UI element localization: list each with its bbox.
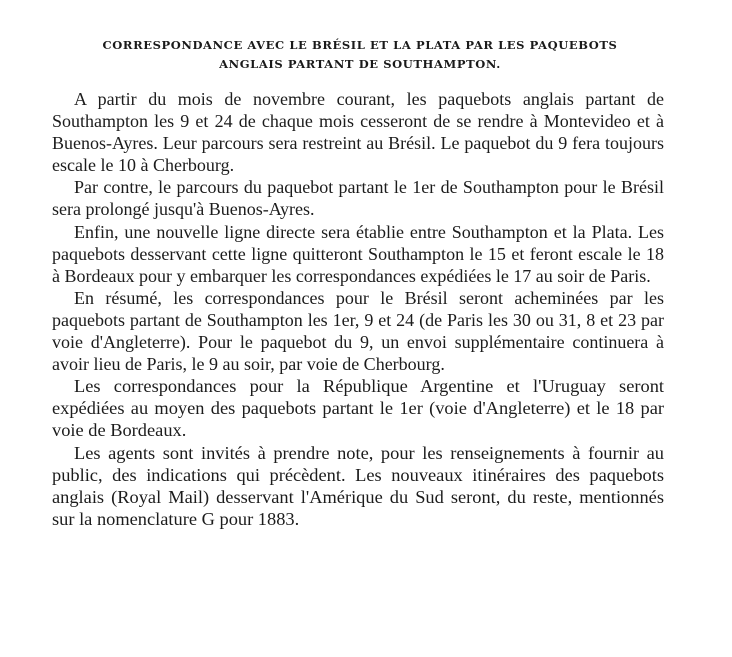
heading-line-1: CORRESPONDANCE AVEC LE BRÉSIL ET LA PLATA PAR LES PAQUEBOTS — [102, 38, 618, 52]
paragraph-3: Enfin, une nouvelle ligne directe sera établie entre Southampton et la Plata. Les paquebots desservant cette ligne quitteront Southampton le 15 et feront escale le 18 à Bordeaux pour y embarquer les correspondances expédiées le 17 au soir de Paris. — [52, 221, 664, 286]
paragraph-4: En résumé, les correspondances pour le Brésil seront acheminées par les paquebots partant de Southampton les 1er, 9 et 24 (de Paris les 30 ou 31, 8 et 23 par voie d'Angleterre). Pour le paquebot du 9, un envoi supplémentaire continuera à avoir lieu de Paris, le 9 au soir, par voie de Cherbourg. — [52, 287, 664, 375]
paragraph-1: A partir du mois de novembre courant, les paquebots anglais partant de Southampton les 9 et 24 de chaque mois cesseront de se rendre à Montevideo et à Buenos-Ayres. Leur parcours sera restreint au Brésil. Le paquebot du 9 fera toujours escale le 10 à Cherbourg. — [52, 89, 664, 176]
paragraph-2: Par contre, le parcours du paquebot partant le 1er de Southampton pour le Brésil sera prolongé jusqu'à Buenos-Ayres. — [52, 177, 664, 220]
paragraph-6: Les agents sont invités à prendre note, pour les renseignements à fournir au public, des indications qui précèdent. Les nouveaux itinéraires des paquebots anglais (Royal Mail) desservant l'Amérique du Sud seront, du reste, mentionnés sur la nomenclature G pour 1883. — [52, 442, 664, 529]
paragraph-5: Les correspondances pour la République Argentine et l'Uruguay seront expédiées au moyen des paquebots partant le 1er (voie d'Angleterre) et le 18 par voie de Bordeaux. — [52, 376, 664, 441]
heading-line-2: ANGLAIS PARTANT DE SOUTHAMPTON. — [219, 57, 501, 71]
body-text — [52, 88, 664, 530]
